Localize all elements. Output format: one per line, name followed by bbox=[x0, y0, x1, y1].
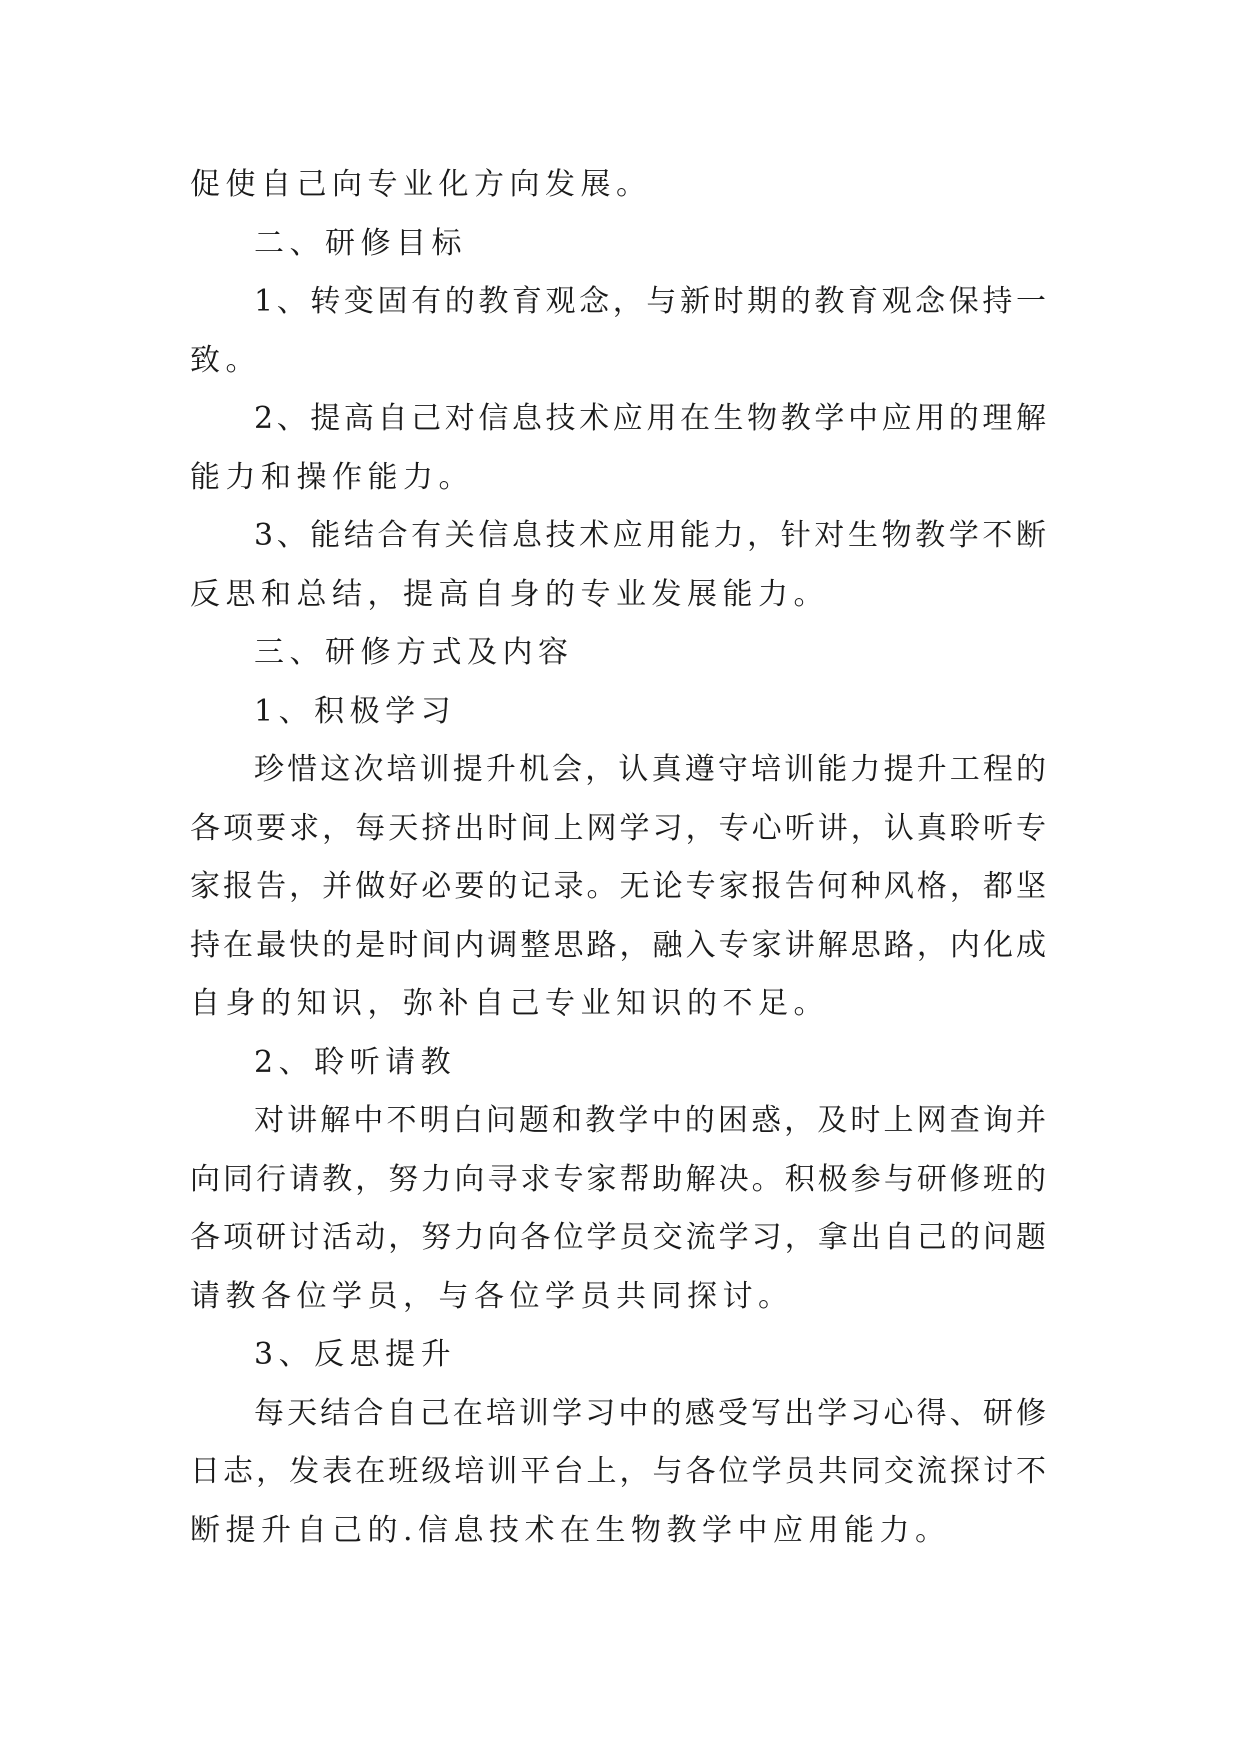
text-line: 致。 bbox=[190, 342, 261, 378]
text-line: 请教各位学员，与各位学员共同探讨。 bbox=[190, 1278, 794, 1314]
text-line: 2、提高自己对信息技术应用在生物教学中应用的理解 bbox=[254, 401, 1046, 436]
text-line: 断提升自己的.信息技术在生物教学中应用能力。 bbox=[190, 1512, 951, 1548]
text-line: 1、积极学习 bbox=[254, 693, 457, 729]
text-line: 3、反思提升 bbox=[254, 1337, 457, 1372]
text-line: 促使自己向专业化方向发展。 bbox=[190, 167, 652, 202]
text-line: 向同行请教，努力向寻求专家帮助解决。积极参与研修班的 bbox=[190, 1161, 1046, 1197]
text-line: 持在最快的是时间内调整思路，融入专家讲解思路，内化成 bbox=[190, 927, 1046, 963]
text-line: 三、研修方式及内容 bbox=[254, 635, 574, 670]
text-line: 珍惜这次培训提升机会，认真遵守培训能力提升工程的 bbox=[254, 752, 1046, 787]
text-line: 对讲解中不明白问题和教学中的困惑，及时上网查询并 bbox=[254, 1103, 1046, 1138]
text-line: 自身的知识，弥补自己专业知识的不足。 bbox=[190, 986, 829, 1021]
text-line: 家报告，并做好必要的记录。无论专家报告何种风格，都坚 bbox=[190, 869, 1046, 904]
text-line: 反思和总结，提高自身的专业发展能力。 bbox=[190, 576, 829, 612]
text-line: 各项研讨活动，努力向各位学员交流学习，拿出自己的问题 bbox=[190, 1220, 1046, 1255]
text-line: 各项要求，每天挤出时间上网学习，专心听讲，认真聆听专 bbox=[190, 810, 1046, 846]
text-line: 1、转变固有的教育观念，与新时期的教育观念保持一 bbox=[254, 284, 1046, 319]
document-body bbox=[190, 156, 1046, 1560]
text-line: 2、聆听请教 bbox=[254, 1044, 457, 1080]
text-line: 日志，发表在班级培训平台上，与各位学员共同交流探讨不 bbox=[190, 1454, 1046, 1489]
text-line: 二、研修目标 bbox=[254, 225, 467, 261]
text-line: 能力和操作能力。 bbox=[190, 459, 474, 495]
text-line: 3、能结合有关信息技术应用能力，针对生物教学不断 bbox=[254, 518, 1046, 553]
text-line: 每天结合自己在培训学习中的感受写出学习心得、研修 bbox=[254, 1395, 1046, 1431]
